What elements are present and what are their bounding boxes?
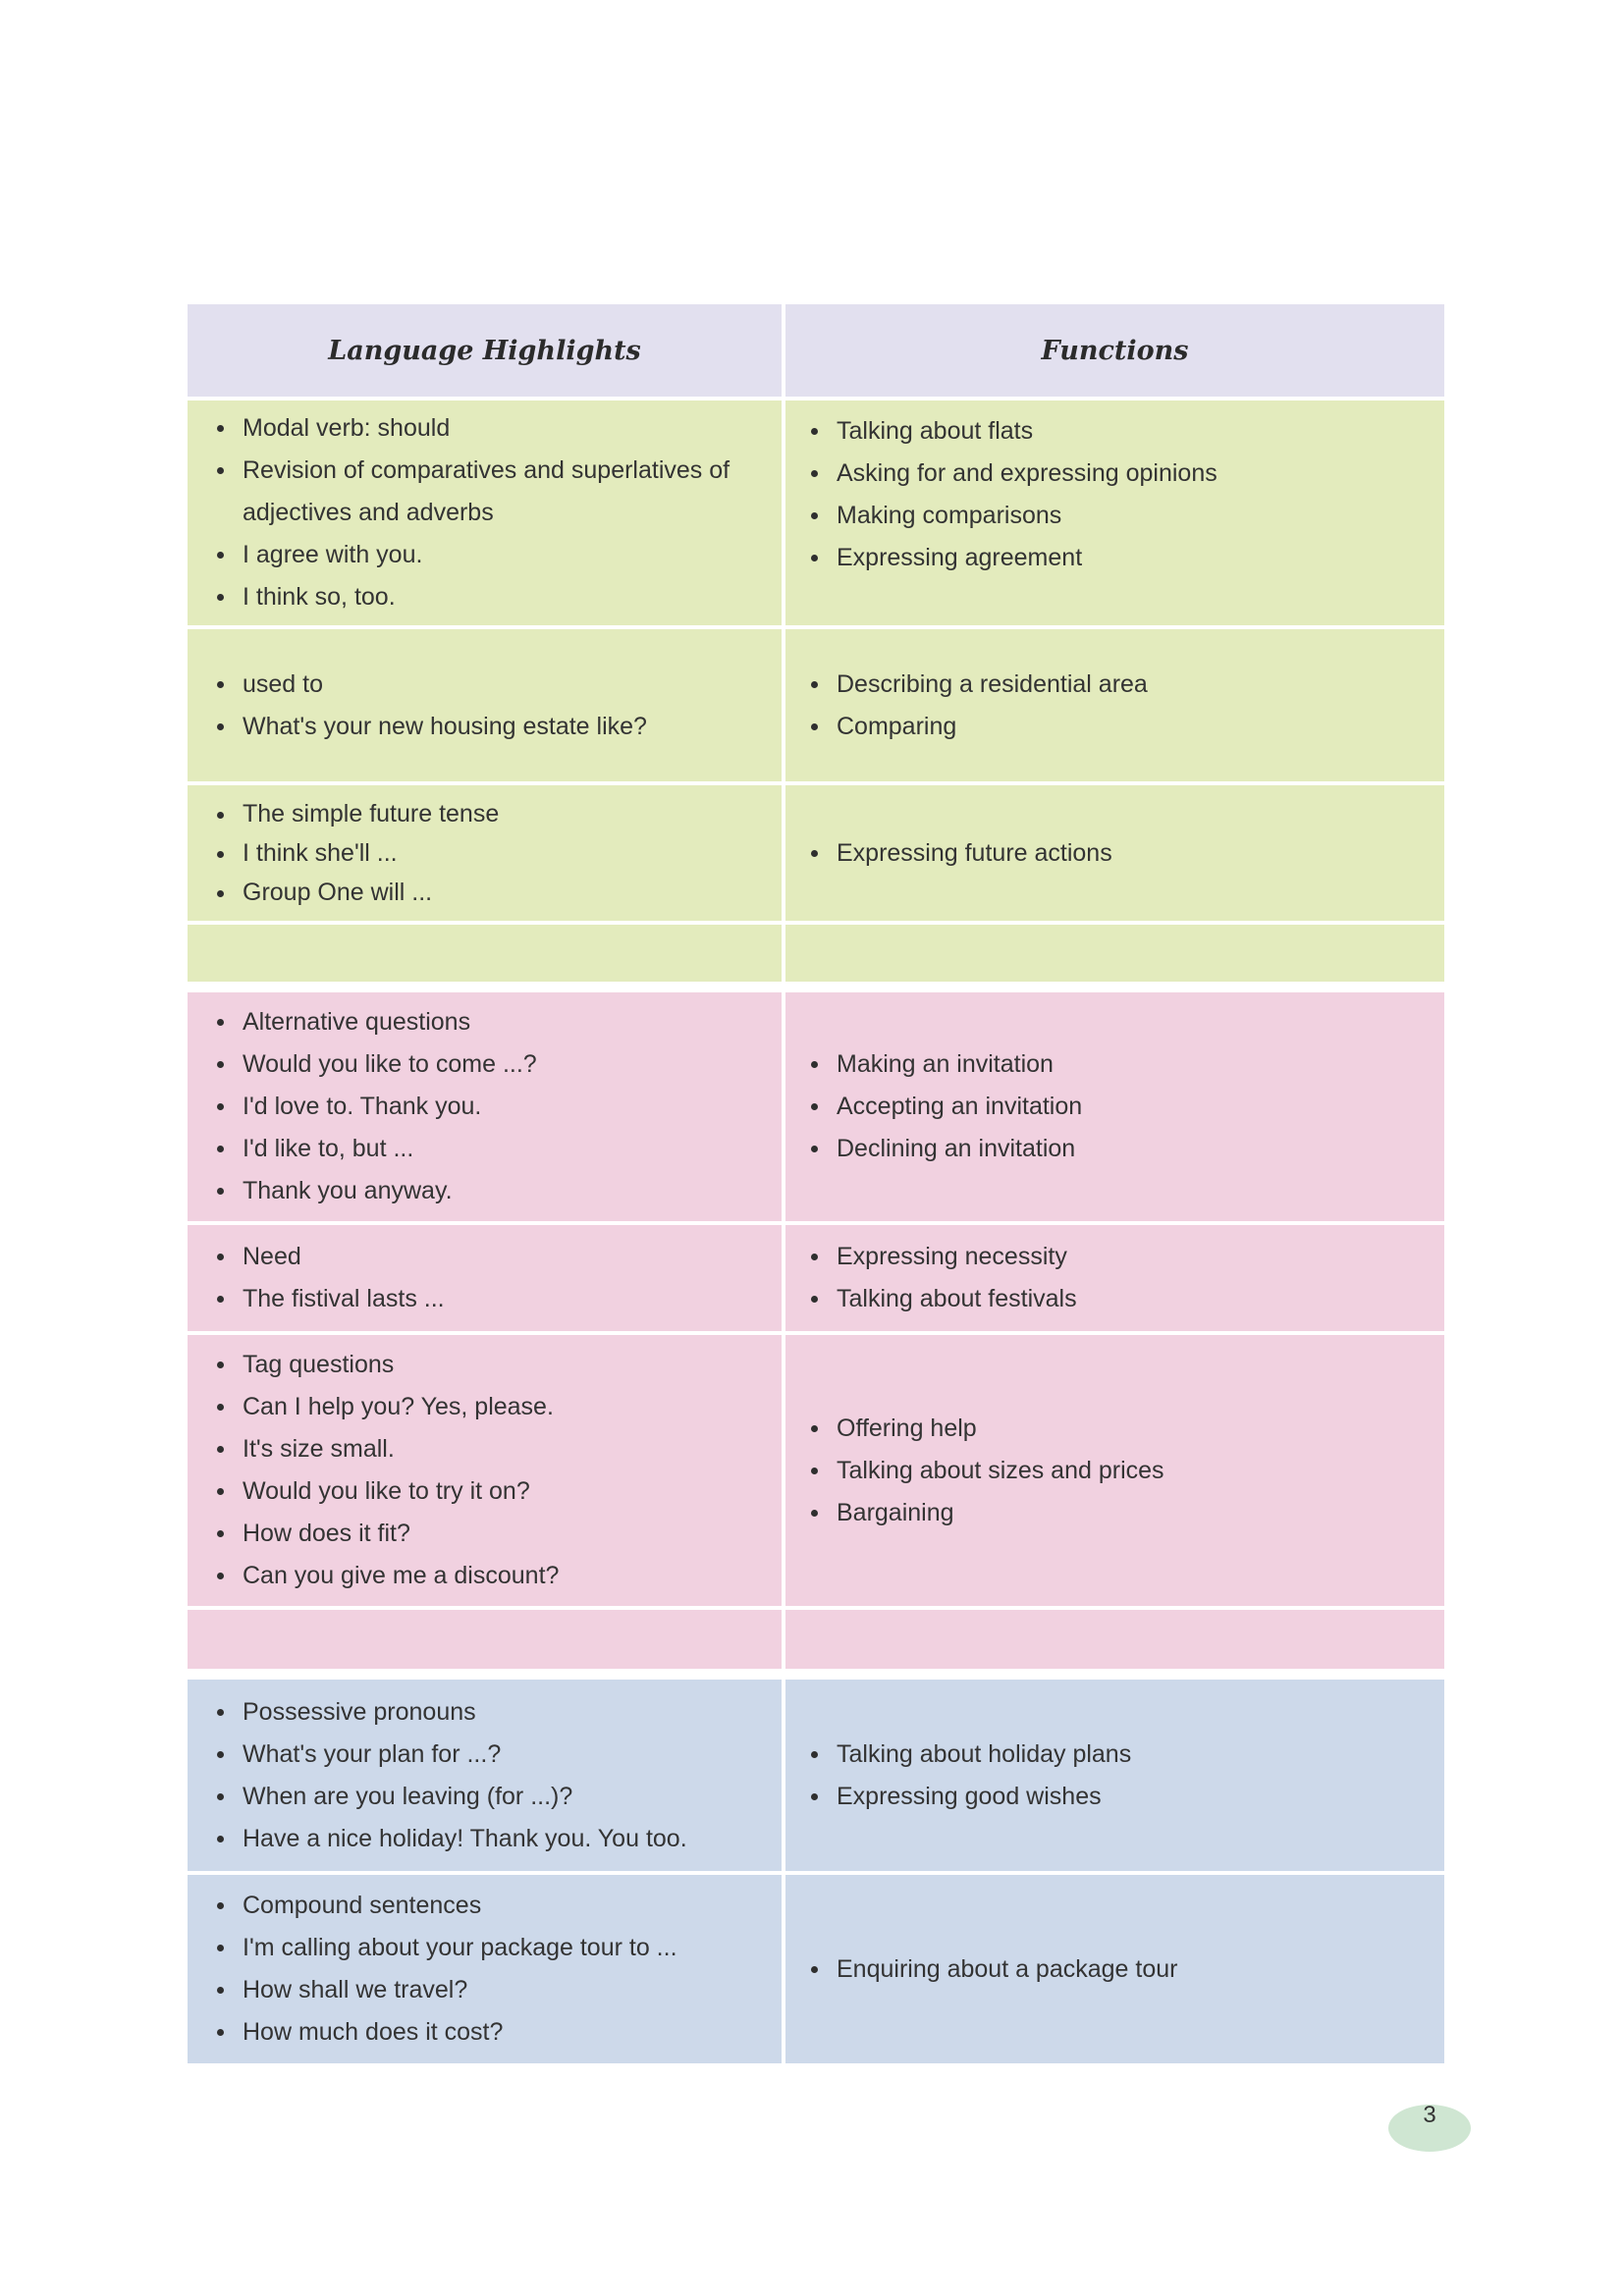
functions-list	[785, 832, 1444, 875]
table-row-empty	[188, 1610, 1444, 1669]
list-item: Possessive pronouns	[217, 1691, 772, 1734]
table-row	[188, 1335, 1444, 1606]
table-row	[188, 629, 1444, 781]
list-item: Bargaining	[811, 1492, 1434, 1534]
language-list	[188, 794, 782, 912]
language-list	[188, 1344, 782, 1597]
list-item: used to	[217, 664, 772, 706]
list-item: I'm calling about your package tour to ...	[217, 1927, 772, 1969]
header-functions: Functions	[1041, 335, 1189, 366]
list-item: Asking for and expressing opinions	[811, 453, 1434, 495]
list-item: The fistival lasts ...	[217, 1278, 772, 1320]
functions-list	[785, 410, 1444, 579]
list-item: Making an invitation	[811, 1043, 1434, 1086]
language-list	[188, 664, 782, 748]
list-item: Expressing good wishes	[811, 1776, 1434, 1818]
table-row	[188, 400, 1444, 625]
list-item: What's your plan for ...?	[217, 1734, 772, 1776]
page-number-badge	[1388, 2102, 1471, 2152]
functions-list	[785, 664, 1444, 748]
list-item: Describing a residential area	[811, 664, 1434, 706]
header-cell-language	[188, 304, 782, 397]
list-item: Tag questions	[217, 1344, 772, 1386]
language-list	[188, 1001, 782, 1212]
list-item: Declining an invitation	[811, 1128, 1434, 1170]
empty-cell	[188, 925, 782, 982]
list-item: Compound sentences	[217, 1885, 772, 1927]
list-item: Have a nice holiday! Thank you. You too.	[217, 1818, 772, 1860]
list-item: Can I help you? Yes, please.	[217, 1386, 772, 1428]
list-item: Talking about holiday plans	[811, 1734, 1434, 1776]
list-item: The simple future tense	[217, 794, 772, 833]
functions-list	[785, 1408, 1444, 1534]
list-item: Alternative questions	[217, 1001, 772, 1043]
list-item: Expressing necessity	[811, 1236, 1434, 1278]
list-item: Talking about festivals	[811, 1278, 1434, 1320]
language-list	[188, 1236, 782, 1320]
functions-cell	[785, 1875, 1444, 2063]
table-row	[188, 992, 1444, 1221]
list-item: Accepting an invitation	[811, 1086, 1434, 1128]
list-item: Would you like to try it on?	[217, 1470, 772, 1513]
list-item: How does it fit?	[217, 1513, 772, 1555]
language-cell	[188, 1875, 782, 2063]
functions-cell	[785, 1335, 1444, 1606]
header-language-highlights: Language Highlights	[328, 335, 641, 366]
table-row	[188, 1680, 1444, 1871]
list-item: Enquiring about a package tour	[811, 1949, 1434, 1991]
list-item: I agree with you.	[217, 534, 772, 576]
list-item: Group One will ...	[217, 873, 772, 912]
list-item: Making comparisons	[811, 495, 1434, 537]
list-item: Comparing	[811, 706, 1434, 748]
functions-cell	[785, 400, 1444, 625]
list-item: When are you leaving (for ...)?	[217, 1776, 772, 1818]
list-item: I'd like to, but ...	[217, 1128, 772, 1170]
list-item: How much does it cost?	[217, 2011, 772, 2054]
list-item: Expressing agreement	[811, 537, 1434, 579]
language-cell	[188, 1335, 782, 1606]
list-item: Need	[217, 1236, 772, 1278]
functions-cell	[785, 1680, 1444, 1871]
empty-cell	[188, 1610, 782, 1669]
list-item: Would you like to come ...?	[217, 1043, 772, 1086]
list-item: Talking about flats	[811, 410, 1434, 453]
language-cell	[188, 992, 782, 1221]
list-item-continuation: adjectives and adverbs	[243, 499, 494, 526]
table-header-row	[188, 304, 1444, 397]
empty-cell	[785, 925, 1444, 982]
table-row-empty	[188, 925, 1444, 982]
header-cell-functions	[785, 304, 1444, 397]
list-item: Offering help	[811, 1408, 1434, 1450]
list-item: Talking about sizes and prices	[811, 1450, 1434, 1492]
list-item: Can you give me a discount?	[217, 1555, 772, 1597]
functions-cell	[785, 629, 1444, 781]
table-row	[188, 1875, 1444, 2063]
functions-list	[785, 1236, 1444, 1320]
language-cell	[188, 785, 782, 921]
list-item: I think so, too.	[217, 576, 772, 618]
empty-cell	[785, 1610, 1444, 1669]
list-item: Modal verb: should	[217, 407, 772, 450]
language-list	[188, 407, 782, 618]
functions-cell	[785, 785, 1444, 921]
list-item: How shall we travel?	[217, 1969, 772, 2011]
list-item: It's size small.	[217, 1428, 772, 1470]
language-cell	[188, 629, 782, 781]
list-item: I'd love to. Thank you.	[217, 1086, 772, 1128]
language-cell	[188, 400, 782, 625]
language-list	[188, 1691, 782, 1860]
page-number: 3	[1423, 2102, 1436, 2128]
functions-list	[785, 1734, 1444, 1818]
table-row	[188, 785, 1444, 921]
language-cell	[188, 1225, 782, 1331]
list-item: Revision of comparatives and superlatives of	[217, 450, 772, 492]
language-list	[188, 1885, 782, 2054]
list-item: I think she'll ...	[217, 833, 772, 873]
list-item: What's your new housing estate like?	[217, 706, 772, 748]
language-cell	[188, 1680, 782, 1871]
list-item: Thank you anyway.	[217, 1170, 772, 1212]
functions-list	[785, 1043, 1444, 1170]
functions-cell	[785, 992, 1444, 1221]
functions-list	[785, 1949, 1444, 1991]
syllabus-table	[188, 304, 1444, 2067]
table-row	[188, 1225, 1444, 1331]
list-item: Expressing future actions	[811, 832, 1434, 875]
functions-cell	[785, 1225, 1444, 1331]
